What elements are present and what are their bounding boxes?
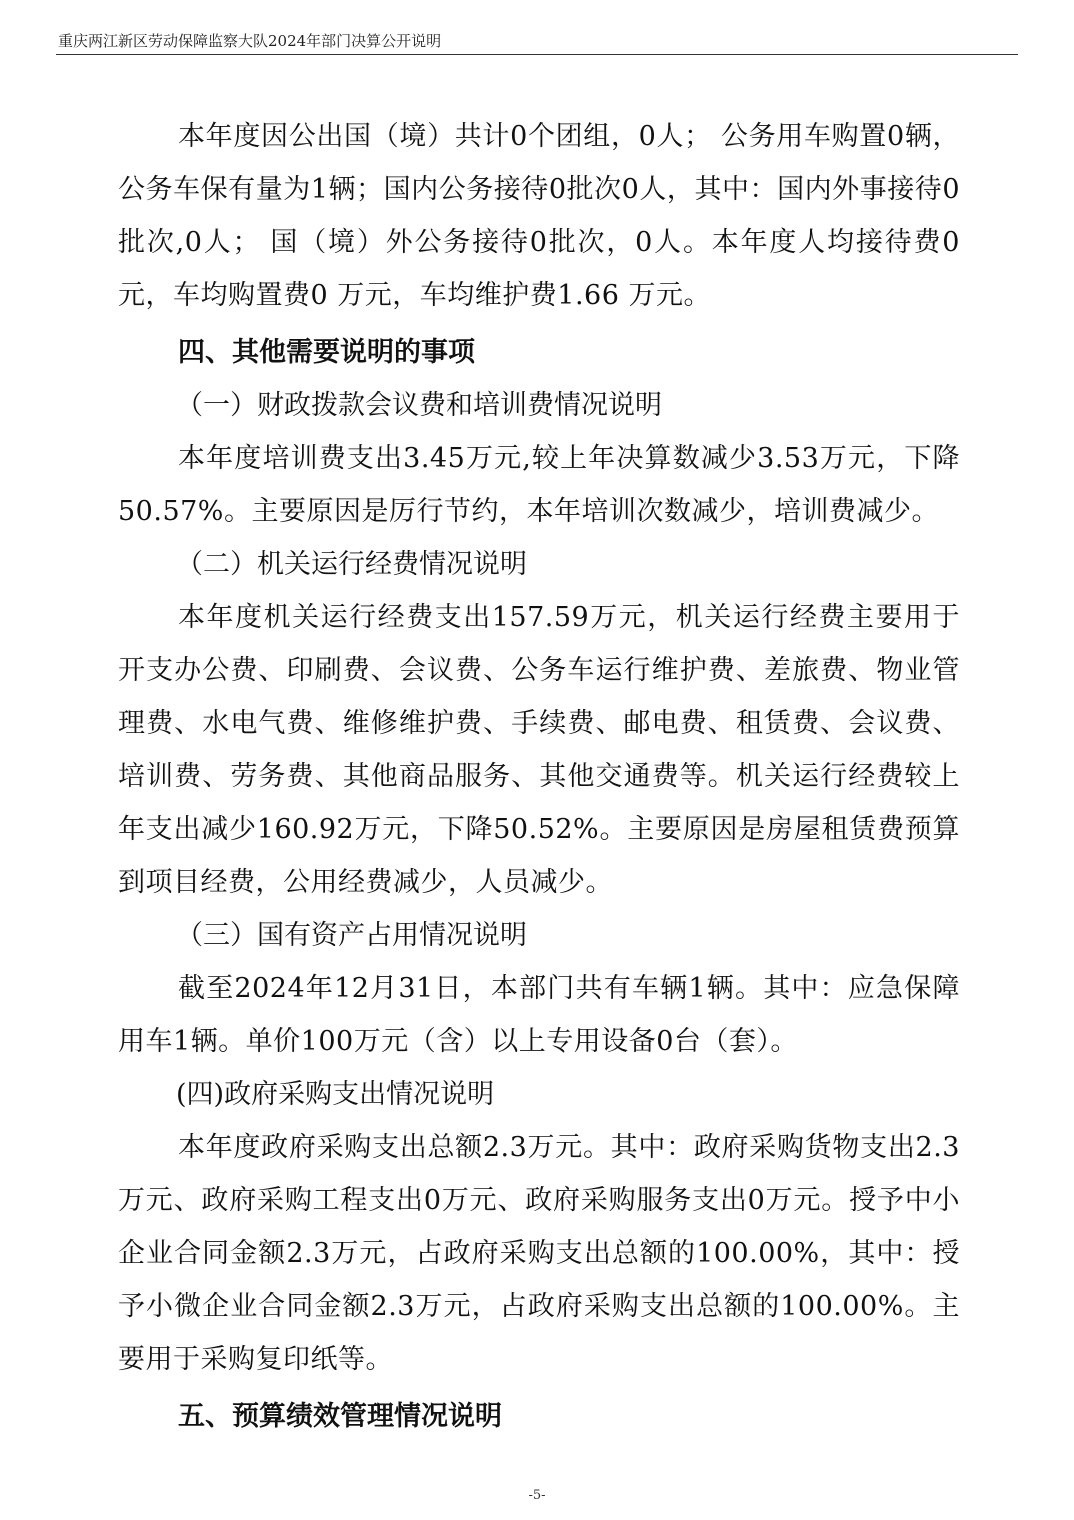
paragraph-official-reception: 本年度因公出国（境）共计0个团组，0人； 公务用车购置0辆，公务车保有量为1辆；国内公务接待0批次0人，其中：国内外事接待0批次,0人； 国（境）外公务接待0批次，0人。本年度人均接待费0元，车均购置费0 万元，车均维护费1.66 万元。 bbox=[118, 121, 960, 311]
document-body bbox=[118, 110, 960, 1443]
running-header: 重庆两江新区劳动保障监察大队2024年部门决算公开说明 bbox=[58, 32, 442, 50]
section-heading-other-matters: 四、其他需要说明的事项 bbox=[178, 337, 475, 368]
paragraph-training-expenses: 本年度培训费支出3.45万元,较上年决算数减少3.53万元，下降50.57%。主要原因是厉行节约，本年培训次数减少，培训费减少。 bbox=[118, 443, 960, 527]
subsection-heading-procurement: (四)政府采购支出情况说明 bbox=[176, 1079, 495, 1110]
subsection-heading-meeting-training: （一）财政拨款会议费和培训费情况说明 bbox=[176, 390, 662, 421]
subsection-heading-operating-expenses: （二）机关运行经费情况说明 bbox=[176, 549, 527, 580]
subsection-heading-state-assets: （三）国有资产占用情况说明 bbox=[176, 920, 527, 951]
section-heading-performance: 五、预算绩效管理情况说明 bbox=[178, 1401, 502, 1432]
paragraph-state-assets: 截至2024年12月31日，本部门共有车辆1辆。其中：应急保障用车1辆。单价100万元（含）以上专用设备0台（套）。 bbox=[118, 973, 960, 1057]
paragraph-procurement: 本年度政府采购支出总额2.3万元。其中：政府采购货物支出2.3万元、政府采购工程支出0万元、政府采购服务支出0万元。授予中小企业合同金额2.3万元，占政府采购支出总额的100.00%，其中：授予小微企业合同金额2.3万元，占政府采购支出总额的100.00%。主要用于采购复印纸等。 bbox=[118, 1132, 960, 1375]
page-number: -5- bbox=[528, 1488, 546, 1503]
paragraph-operating-expenses: 本年度机关运行经费支出157.59万元，机关运行经费主要用于开支办公费、印刷费、会议费、公务车运行维护费、差旅费、物业管理费、水电气费、维修维护费、手续费、邮电费、租赁费、会议费、培训费、劳务费、其他商品服务、其他交通费等。机关运行经费较上年支出减少160.92万元，下降50.52%。主要原因是房屋租赁费预算到项目经费，公用经费减少，人员减少。 bbox=[118, 602, 960, 898]
header-divider bbox=[56, 54, 1018, 55]
